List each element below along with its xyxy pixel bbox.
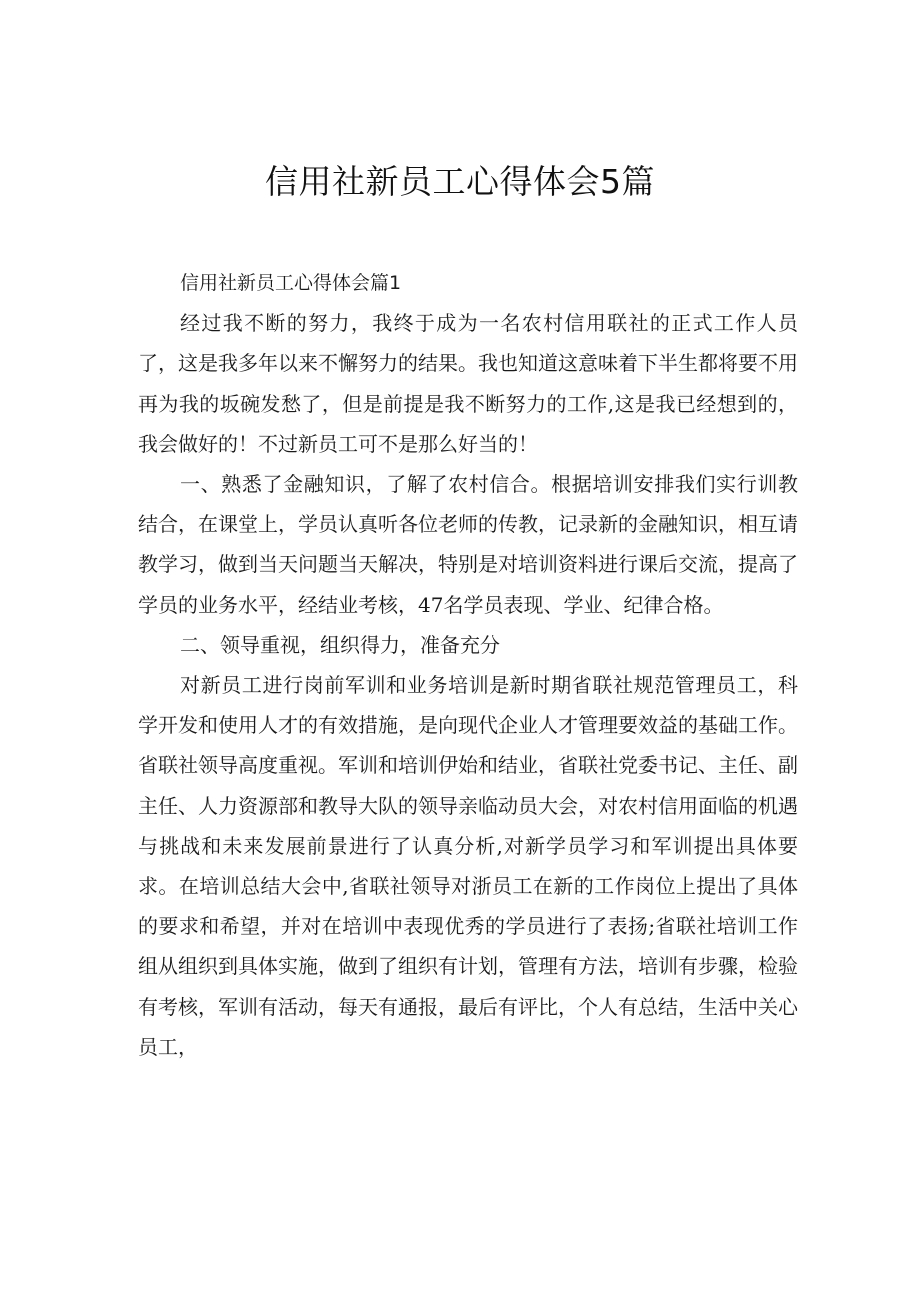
section-heading — [138, 262, 798, 303]
paragraph-point-two-heading: 二、领导重视，组织得力，准备充分 — [180, 632, 500, 657]
section-heading-text: 信用社新员工心得体会篇1 — [180, 272, 402, 294]
document-body — [138, 262, 798, 1067]
paragraph-point-one: 一、熟悉了金融知识，了解了农村信合。根据培训安排我们实行训教结合，在课堂上，学员认真听各位老师的传教，记录新的金融知识，相互请教学习，做到当天问题当天解决，特别是对培训资料进行课后交流，提高了学员的业务水平，经结业考核，47名学员表现、学业、纪律合格。 — [138, 472, 798, 617]
paragraph-intro: 经过我不断的努力，我终于成为一名农村信用联社的正式工作人员了，这是我多年以来不懈努力的结果。我也知道这意味着下半生都将要不用再为我的坂碗发愁了，但是前提是我不断努力的工作,这是我已经想到的，我会做好的！不过新员工可不是那么好当的！ — [138, 311, 798, 456]
document-title: 信用社新员工心得体会5篇 — [265, 162, 655, 201]
paragraph-point-two-body: 对新员工进行岗前军训和业务培训是新时期省联社规范管理员工，科学开发和使用人才的有效措施，是向现代企业人才管理要效益的基础工作。省联社领导高度重视。军训和培训伊始和结业，省联社党委书记、主任、副主任、人力资源部和教导大队的领导亲临动员大会，对农村信用面临的机遇与挑战和未来发展前景进行了认真分析,对新学员学习和军训提出具体要求。在培训总结大会中,省联社领导对浙员工在新的工作岗位上提出了具体的要求和希望，并对在培训中表现优秀的学员进行了表扬;省联社培训工作组从组织到具体实施，做到了组织有计划，管理有方法，培训有步骤，检验有考核，军训有活动，每天有通报，最后有评比，个人有总结，生活中关心员工， — [138, 673, 798, 1059]
